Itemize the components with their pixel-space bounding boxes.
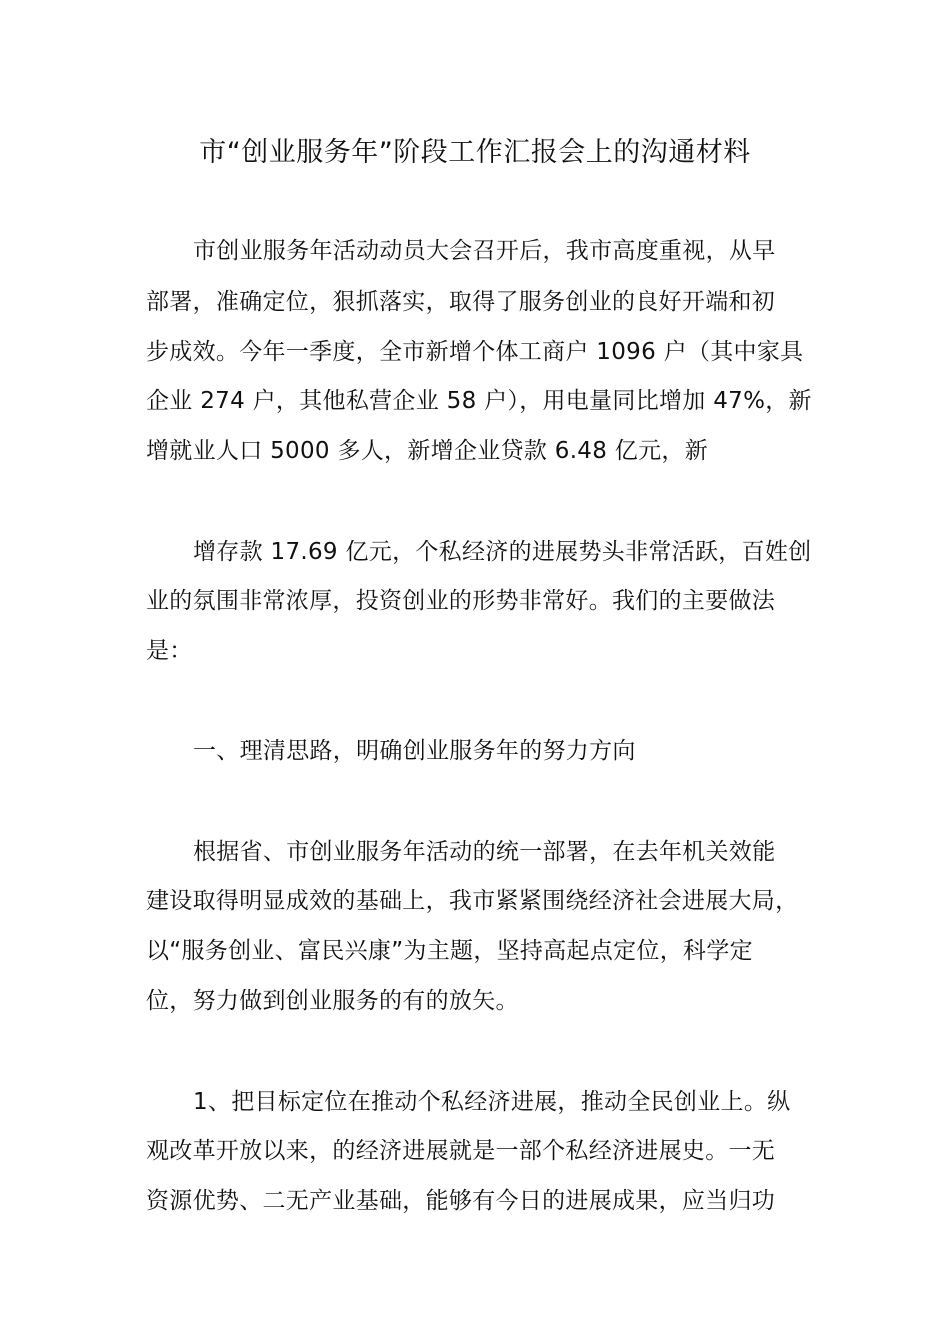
document-title: 市“创业服务年”阶段工作汇报会上的沟通材料 bbox=[199, 137, 751, 168]
paragraph-line: 观改革开放以来，的经济进展就是一部个私经济进展史。一无 bbox=[146, 1138, 776, 1164]
paragraph-line: 部署，准确定位，狠抓落实，取得了服务创业的良好开端和初 bbox=[146, 289, 776, 315]
paragraph-line: 增就业人口 5000 多人，新增企业贷款 6.48 亿元，新 bbox=[146, 438, 708, 464]
paragraph-line: 是： bbox=[146, 638, 193, 664]
paragraph-line: 企业 274 户，其他私营企业 58 户），用电量同比增加 47%，新 bbox=[146, 388, 812, 414]
paragraph-line: 增存款 17.69 亿元，个私经济的进展势头非常活跃，百姓创 bbox=[193, 539, 812, 565]
paragraph-line: 1、把目标定位在推动个私经济进展，推动全民创业上。纵 bbox=[193, 1089, 791, 1115]
paragraph-line: 位，努力做到创业服务的有的放矢。 bbox=[146, 988, 519, 1014]
section-heading: 一、理清思路，明确创业服务年的努力方向 bbox=[193, 738, 636, 764]
paragraph-line: 市创业服务年活动动员大会召开后，我市高度重视，从早 bbox=[193, 238, 776, 264]
paragraph-line: 资源优势、二无产业基础，能够有今日的进展成果，应当归功 bbox=[146, 1188, 776, 1214]
paragraph-line: 业的氛围非常浓厚，投资创业的形势非常好。我们的主要做法 bbox=[146, 588, 776, 614]
paragraph-line: 建设取得明显成效的基础上，我市紧紧围绕经济社会进展大局， bbox=[146, 888, 799, 914]
paragraph-line: 以“服务创业、富民兴康”为主题，坚持高起点定位，科学定 bbox=[146, 938, 753, 964]
paragraph-line: 步成效。今年一季度，全市新增个体工商户 1096 户（其中家具 bbox=[146, 339, 804, 365]
paragraph-line: 根据省、市创业服务年活动的统一部署，在去年机关效能 bbox=[193, 839, 776, 865]
